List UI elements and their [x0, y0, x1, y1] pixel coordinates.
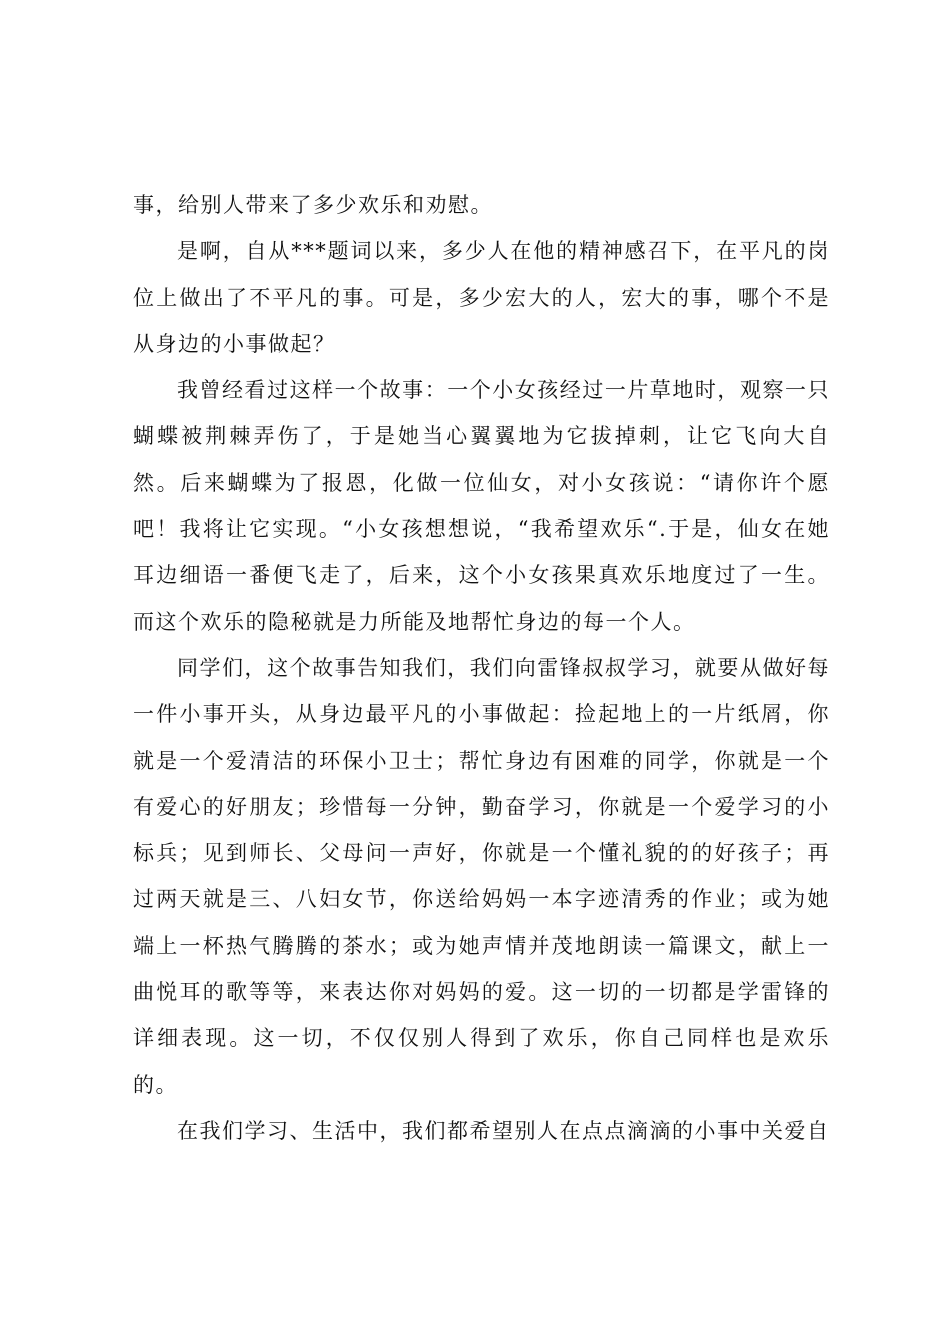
paragraph-3: 我曾经看过这样一个故事：一个小女孩经过一片草地时，观察一只蝴蝶被荆棘弄伤了，于是她当心翼翼地为它拔掉刺，让它飞向大自然。后来蝴蝶为了报恩，化做一位仙女，对小女孩说：“请你许个愿吧！我将让它实现。“小女孩想想说，“我希望欢乐“.于是，仙女在她耳边细语一番便飞走了，后来，这个小女孩果真欢乐地度过了一生。而这个欢乐的隐秘就是力所能及地帮忙身边的每一个人。 — [133, 378, 830, 634]
paragraph-4: 同学们，这个故事告知我们，我们向雷锋叔叔学习，就要从做好每一件小事开头，从身边最平凡的小事做起：捡起地上的一片纸屑，你就是一个爱清洁的环保小卫士；帮忙身边有困难的同学，你就是一个有爱心的好朋友；珍惜每一分钟，勤奋学习，你就是一个爱学习的小标兵；见到师长、父母问一声好，你就是一个懂礼貌的的好孩子；再过两天就是三、八妇女节，你送给妈妈一本字迹清秀的作业；或为她端上一杯热气腾腾的茶水；或为她声情并茂地朗读一篇课文，献上一曲悦耳的歌等等，来表达你对妈妈的爱。这一切的一切都是学雷锋的详细表现。这一切，不仅仅别人得到了欢乐，你自己同样也是欢乐的。 — [133, 655, 830, 1097]
paragraph-2: 是啊，自从***题词以来，多少人在他的精神感召下，在平凡的岗位上做出了不平凡的事。可是，多少宏大的人，宏大的事，哪个不是从身边的小事做起？ — [133, 239, 830, 356]
paragraph-5: 在我们学习、生活中，我们都希望别人在点点滴滴的小事中关爱自 — [177, 1118, 830, 1143]
paragraph-1: 事，给别人带来了多少欢乐和劝慰。 — [133, 193, 493, 217]
document-body — [133, 182, 830, 1154]
